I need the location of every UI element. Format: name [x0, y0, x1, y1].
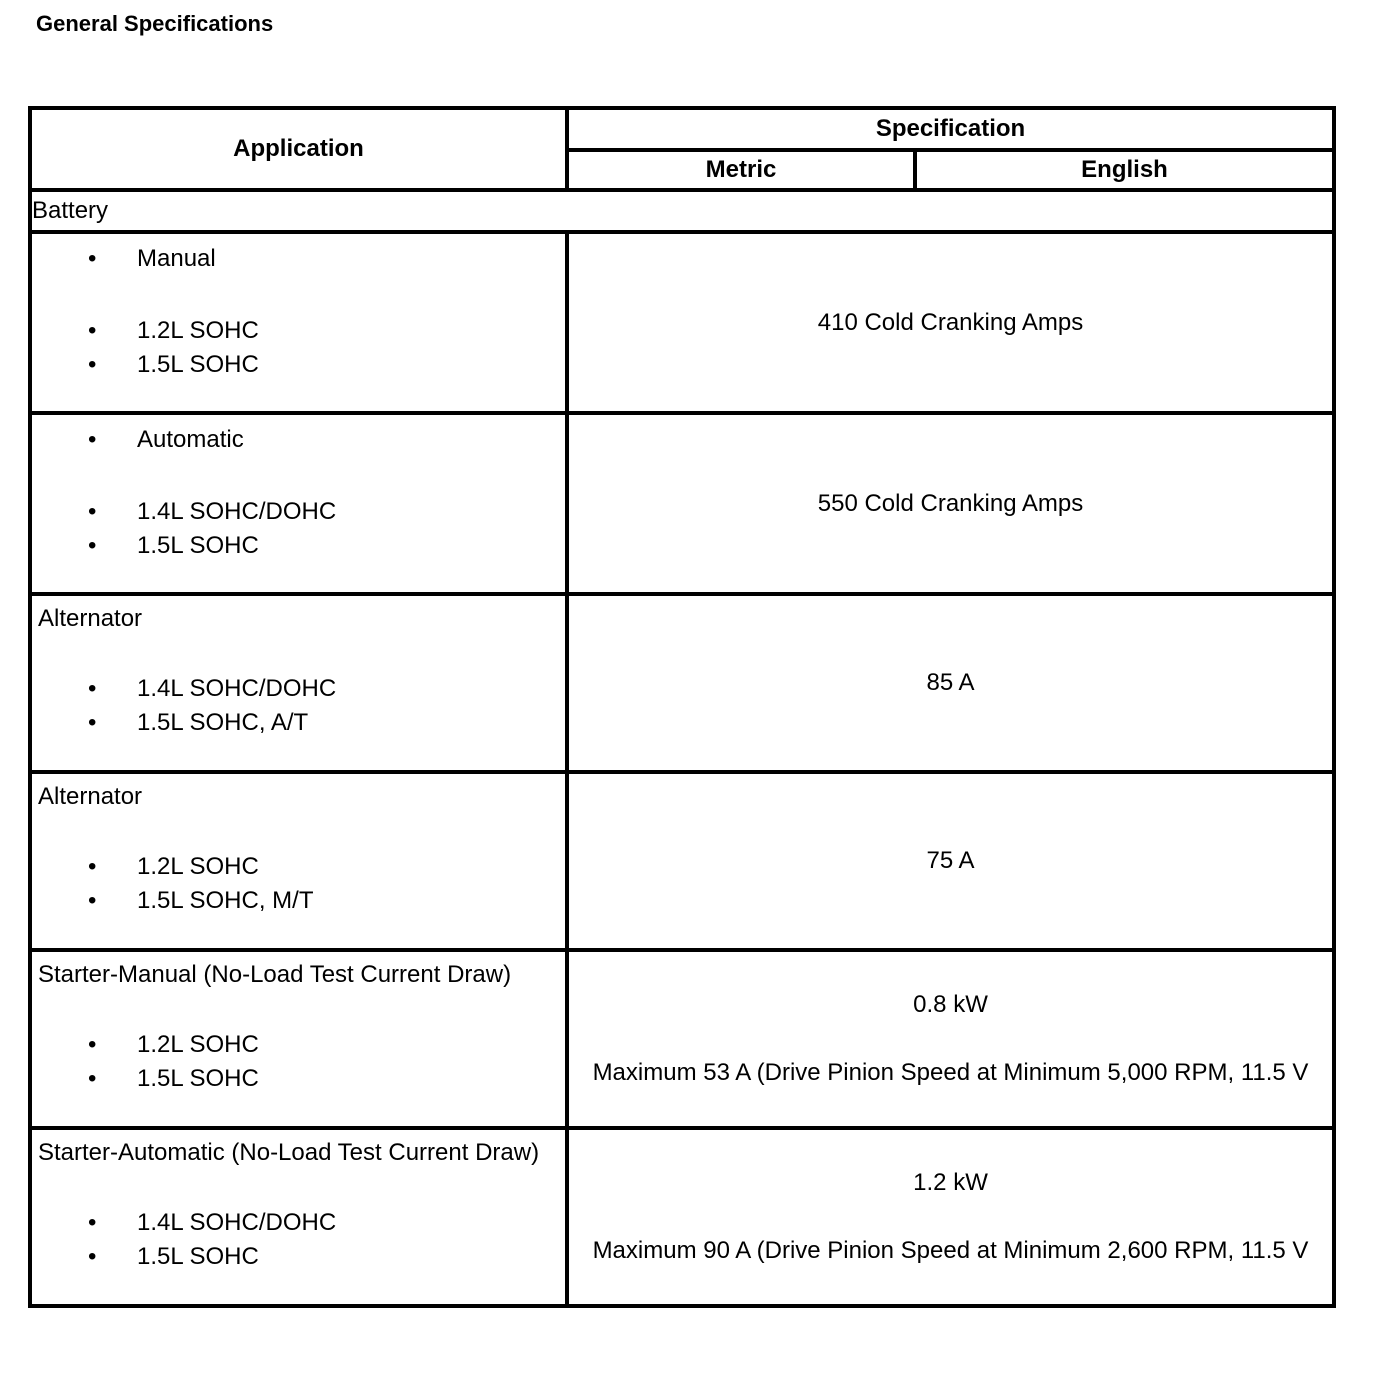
bullet-list: [32, 850, 565, 918]
specification-value-cell: [567, 772, 1334, 950]
specification-value: 1.2 kW: [913, 1169, 988, 1196]
list-item: • 1.5L SOHC: [32, 1240, 565, 1274]
list-item: • 1.2L SOHC: [32, 1028, 565, 1062]
battery-group-label: Battery: [30, 190, 1334, 232]
list-item: • 1.5L SOHC: [32, 1062, 565, 1096]
list-item: • 1.5L SOHC: [32, 348, 565, 382]
list-item: • Manual: [32, 242, 565, 276]
application-cell: [30, 1128, 567, 1306]
list-item: • 1.5L SOHC, M/T: [32, 884, 565, 918]
table-row: [30, 413, 1334, 594]
table-row: [30, 594, 1334, 772]
table-row: [30, 950, 1334, 1128]
list-item: • 1.5L SOHC: [32, 529, 565, 563]
specification-value-cell: [567, 1128, 1334, 1306]
specifications-table: [28, 106, 1336, 1308]
specification-value: Maximum 90 A (Drive Pinion Speed at Minimum 2,600 RPM, 11.5 V: [592, 1237, 1309, 1264]
specification-value: Maximum 53 A (Drive Pinion Speed at Minimum 5,000 RPM, 11.5 V: [592, 1059, 1309, 1086]
application-cell: [30, 594, 567, 772]
bullet-list: [32, 314, 565, 382]
metric-header: Metric: [567, 150, 915, 190]
application-heading: Alternator: [38, 783, 143, 810]
bullet-list: [32, 1206, 565, 1274]
specification-value: 550 Cold Cranking Amps: [817, 489, 1084, 517]
bullet-list: [32, 242, 565, 276]
bullet-list: [32, 423, 565, 457]
specification-value-cell: [567, 413, 1334, 594]
list-item: • 1.4L SOHC/DOHC: [32, 495, 565, 529]
specification-value: 410 Cold Cranking Amps: [817, 308, 1084, 336]
list-item: • 1.4L SOHC/DOHC: [32, 672, 565, 706]
list-item: • Automatic: [32, 423, 565, 457]
specification-value: 75 A: [926, 847, 975, 874]
bullet-list: [32, 495, 565, 563]
specification-value: 0.8 kW: [913, 991, 988, 1018]
bullet-list: [32, 1028, 565, 1096]
english-header: English: [915, 150, 1334, 190]
specification-value-cell: [567, 950, 1334, 1128]
bullet-list: [32, 672, 565, 740]
list-item: • 1.2L SOHC: [32, 850, 565, 884]
header-row-top: [30, 108, 1334, 150]
list-item: • 1.4L SOHC/DOHC: [32, 1206, 565, 1240]
table-row: [30, 1128, 1334, 1306]
table-row: [30, 772, 1334, 950]
application-heading: Starter-Automatic (No-Load Test Current Draw): [38, 1139, 540, 1166]
list-item: • 1.5L SOHC, A/T: [32, 706, 565, 740]
table-row: [30, 232, 1334, 413]
list-item: • 1.2L SOHC: [32, 314, 565, 348]
application-heading: Starter-Manual (No-Load Test Current Draw): [38, 961, 512, 988]
application-heading: Alternator: [38, 605, 143, 632]
battery-group-row: [30, 190, 1334, 232]
specification-value-cell: [567, 594, 1334, 772]
specification-value: 85 A: [926, 669, 975, 696]
specification-value-cell: [567, 232, 1334, 413]
application-cell: [30, 232, 567, 413]
page-title: General Specifications: [36, 11, 274, 36]
application-cell: [30, 413, 567, 594]
application-header: Application: [30, 108, 567, 190]
application-cell: [30, 950, 567, 1128]
application-cell: [30, 772, 567, 950]
specification-header: Specification: [567, 108, 1334, 150]
